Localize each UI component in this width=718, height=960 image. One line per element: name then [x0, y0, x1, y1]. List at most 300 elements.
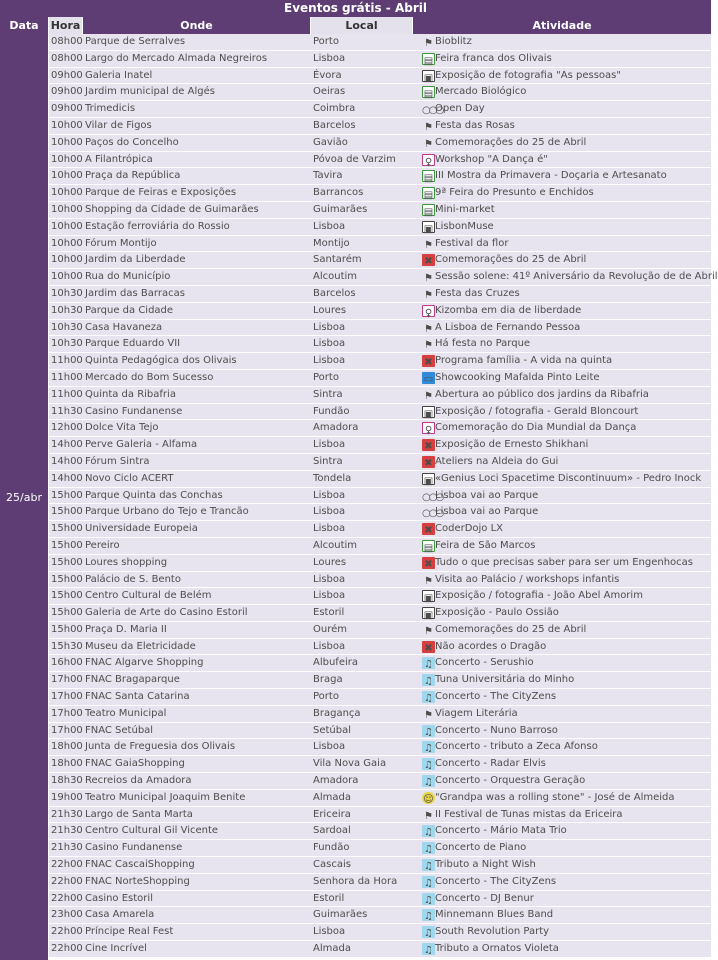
activity-icon-cell: [414, 219, 434, 235]
atividade-cell: Concerto - Nuno Barroso: [435, 724, 558, 736]
hora-cell: 15h00: [51, 556, 83, 568]
activity-icon-cell: [414, 269, 433, 285]
atividade-cell: Exposição de fotografia "As pessoas": [435, 69, 621, 81]
hora-cell: 21h30: [51, 825, 83, 837]
onde-cell: Parque de Serralves: [85, 36, 186, 47]
local-cell: Sardoal: [313, 825, 351, 837]
onde-cell: Quinta Pedagógica dos Olivais: [85, 355, 237, 367]
atividade-cell: Há festa no Parque: [435, 338, 531, 350]
atividade-cell: Festival da flor: [435, 237, 509, 249]
walking-person-icon: ⚑: [424, 709, 433, 721]
table-row: [49, 236, 711, 253]
table-row: [49, 269, 718, 286]
activity-icon-cell: [414, 874, 433, 890]
onde-cell: Trimedicis: [85, 103, 136, 115]
hora-cell: 18h30: [51, 775, 83, 787]
hora-cell: 15h30: [51, 640, 83, 652]
atividade-cell: Showcooking Mafalda Pinto Leite: [435, 371, 600, 383]
onde-cell: FNAC NorteShopping: [85, 875, 190, 887]
onde-cell: Galeria Inatel: [85, 69, 153, 81]
table-row: [49, 185, 711, 202]
activity-icon-cell: [414, 639, 433, 655]
music-note-icon: ♫: [422, 674, 435, 686]
onde-cell: FNAC Santa Catarina: [85, 691, 190, 703]
onde-cell: Dolce Vita Tejo: [85, 422, 159, 434]
header-hora: Hora: [49, 17, 83, 34]
onde-cell: Loures shopping: [85, 556, 168, 568]
local-cell: Lisboa: [313, 220, 346, 232]
family-icon: ✖: [422, 456, 435, 468]
table-row: [49, 387, 711, 404]
atividade-cell: Bioblitz: [435, 36, 472, 47]
atividade-cell: Tudo o que precisas saber para ser um Engenhocas: [435, 556, 693, 568]
onde-cell: Centro Cultural de Belém: [85, 590, 212, 602]
activity-icon-cell: [414, 790, 434, 806]
atividade-cell: Tributo a Ornatos Violeta: [435, 943, 559, 955]
activity-icon-cell: [414, 588, 434, 605]
local-cell: Sintra: [313, 455, 343, 467]
local-cell: Alcoutim: [313, 271, 358, 283]
hora-cell: 15h00: [51, 623, 83, 635]
activity-icon-cell: [414, 84, 434, 101]
hora-cell: 14h00: [51, 455, 83, 467]
walking-person-icon: ⚑: [424, 273, 433, 285]
events-table-body: [49, 34, 718, 958]
hora-cell: 09h00: [51, 103, 83, 115]
hora-cell: 15h00: [51, 523, 83, 535]
hora-cell: 22h00: [51, 875, 83, 887]
onde-cell: A Filantrópica: [85, 153, 153, 165]
table-row: [49, 840, 711, 857]
activity-icon-cell: [414, 437, 433, 453]
music-note-icon: ♫: [422, 741, 435, 753]
atividade-cell: Lisboa vai ao Parque: [435, 506, 539, 518]
local-cell: Tavira: [313, 170, 343, 182]
activity-icon-cell: [414, 152, 433, 168]
hora-cell: 10h30: [51, 304, 83, 316]
music-note-icon: ♫: [422, 859, 435, 871]
atividade-cell: Comemorações do 25 de Abril: [435, 623, 587, 635]
walking-person-icon: ⚑: [424, 625, 433, 637]
hora-cell: 10h30: [51, 338, 83, 350]
onde-cell: Perve Galeria - Alfama: [85, 439, 198, 451]
activity-icon-cell: [414, 572, 433, 588]
onde-cell: Jardim municipal de Algés: [85, 86, 215, 98]
atividade-cell: Exposição / fotografia - João Abel Amorim: [435, 590, 643, 602]
activity-icon-cell: [414, 202, 434, 218]
activity-icon-cell: [414, 857, 433, 873]
local-cell: Lisboa: [313, 355, 346, 367]
onde-cell: Recreios da Amadora: [85, 775, 192, 787]
onde-cell: Praça da República: [85, 170, 181, 182]
dancer-icon: ♀: [422, 422, 435, 434]
atividade-cell: Comemoração do Dia Mundial da Dança: [435, 422, 637, 434]
onde-cell: Mercado do Bom Sucesso: [85, 371, 214, 383]
activity-icon-cell: [414, 605, 434, 622]
local-cell: Amadora: [313, 422, 359, 434]
table-row: [49, 370, 711, 387]
local-cell: Lisboa: [313, 590, 346, 602]
family-icon: ✖: [422, 523, 435, 535]
activity-icon-cell: [414, 118, 433, 134]
local-cell: Amadora: [313, 775, 359, 787]
onde-cell: Shopping da Cidade de Guimarães: [85, 203, 259, 215]
photo-exhibition-icon: ▣: [422, 590, 435, 602]
atividade-cell: Concerto - DJ Benur: [435, 892, 534, 904]
table-row: [49, 605, 711, 622]
atividade-cell: Concerto - tributo a Zeca Afonso: [435, 741, 598, 753]
market-stall-icon: ▤: [422, 86, 435, 98]
market-stall-icon: ▤: [422, 204, 435, 216]
local-cell: Porto: [313, 36, 339, 47]
table-row: [49, 420, 711, 437]
atividade-cell: Festa das Cruzes: [435, 287, 520, 299]
table-row: [49, 101, 711, 118]
hora-cell: 21h30: [51, 842, 83, 854]
hora-cell: 09h00: [51, 69, 83, 81]
activity-icon-cell: [414, 320, 433, 336]
activity-icon-cell: [414, 387, 433, 403]
atividade-cell: Minnemann Blues Band: [435, 909, 554, 921]
activity-icon-cell: [414, 555, 433, 571]
activity-icon-cell: [414, 723, 433, 739]
table-row: [49, 454, 711, 471]
table-row: [49, 924, 711, 941]
local-cell: Sintra: [313, 388, 343, 400]
atividade-cell: Tributo a Night Wish: [435, 859, 536, 871]
atividade-cell: A Lisboa de Fernando Pessoa: [435, 321, 581, 333]
sheet-title: Eventos grátis - Abril: [0, 0, 711, 17]
family-icon: ✖: [422, 355, 435, 367]
activity-icon-cell: [414, 504, 443, 520]
atividade-cell: Lisboa vai ao Parque: [435, 489, 539, 501]
atividade-cell: Comemorações do 25 de Abril: [435, 136, 587, 148]
onde-cell: Praça D. Maria II: [85, 623, 167, 635]
activity-icon-cell: [414, 34, 433, 50]
activity-icon-cell: [414, 521, 433, 537]
onde-cell: Casa Havaneza: [85, 321, 163, 333]
local-cell: Loures: [313, 556, 347, 568]
atividade-cell: Programa família - A vida na quinta: [435, 355, 613, 367]
onde-cell: Casino Fundanense: [85, 842, 183, 854]
activity-icon-cell: [414, 756, 433, 772]
local-cell: Estoril: [313, 892, 345, 904]
music-note-icon: ♫: [422, 926, 435, 938]
table-row: [49, 756, 711, 773]
local-cell: Fundão: [313, 405, 350, 417]
activity-icon-cell: [414, 252, 433, 268]
local-cell: Ericeira: [313, 808, 351, 820]
table-row: [49, 471, 711, 488]
local-cell: Vila Nova Gaia: [313, 758, 387, 770]
music-note-icon: ♫: [422, 775, 435, 787]
olympic-rings-icon: ○○○: [422, 105, 443, 117]
atividade-cell: Exposição de Ernesto Shikhani: [435, 439, 589, 451]
onde-cell: Parque Eduardo VII: [85, 338, 181, 350]
atividade-cell: Festa das Rosas: [435, 119, 515, 131]
hora-cell: 22h00: [51, 943, 83, 955]
local-cell: Almada: [313, 791, 351, 803]
activity-icon-cell: [414, 370, 434, 386]
activity-icon-cell: [414, 236, 433, 252]
local-cell: Montijo: [313, 237, 350, 249]
atividade-cell: 9ª Feira do Presunto e Enchidos: [435, 187, 594, 199]
table-row: [49, 286, 711, 303]
hora-cell: 19h00: [51, 791, 83, 803]
local-cell: Santarém: [313, 254, 362, 266]
music-note-icon: ♫: [422, 893, 435, 905]
hora-cell: 17h00: [51, 691, 83, 703]
onde-cell: FNAC CascaiShopping: [85, 859, 195, 871]
table-row: [49, 336, 711, 353]
header-atividade: Atividade: [413, 17, 711, 34]
local-cell: Braga: [313, 674, 343, 686]
atividade-cell: III Mostra da Primavera - Doçaria e Artesanato: [435, 170, 667, 182]
atividade-cell: Kizomba em dia de liberdade: [435, 304, 582, 316]
table-row: [49, 34, 711, 51]
local-cell: Lisboa: [313, 321, 346, 333]
table-row: [49, 857, 711, 874]
header-data: Data: [0, 17, 49, 34]
hora-cell: 14h00: [51, 472, 83, 484]
table-row: [49, 488, 711, 505]
local-cell: Guimarães: [313, 203, 368, 215]
table-row: [49, 118, 711, 135]
onde-cell: Quinta da Ribafria: [85, 388, 176, 400]
hora-cell: 10h00: [51, 119, 83, 131]
table-row: [49, 168, 711, 185]
atividade-cell: Feira de São Marcos: [435, 539, 536, 551]
music-note-icon: ♫: [422, 825, 435, 837]
atividade-cell: Concerto - Orquestra Geração: [435, 775, 586, 787]
local-cell: Lisboa: [313, 338, 346, 350]
table-row: [49, 51, 711, 68]
photo-exhibition-icon: ▣: [422, 473, 435, 485]
hora-cell: 22h00: [51, 926, 83, 938]
walking-person-icon: ⚑: [424, 289, 433, 301]
onde-cell: Fórum Montijo: [85, 237, 157, 249]
onde-cell: FNAC Bragaparque: [85, 674, 180, 686]
activity-icon-cell: [414, 840, 433, 856]
atividade-cell: Não acordes o Dragão: [435, 640, 547, 652]
hora-cell: 17h00: [51, 674, 83, 686]
hora-cell: 11h30: [51, 405, 83, 417]
hora-cell: 15h00: [51, 506, 83, 518]
onde-cell: Cine Incrível: [85, 943, 147, 955]
onde-cell: Fórum Sintra: [85, 455, 150, 467]
table-row: [49, 404, 711, 421]
hora-cell: 08h00: [51, 36, 83, 47]
theatre-mask-icon: ☺: [423, 793, 434, 805]
table-row: [49, 655, 711, 672]
activity-icon-cell: [414, 454, 433, 470]
onde-cell: Parque da Cidade: [85, 304, 174, 316]
hora-cell: 10h30: [51, 321, 83, 333]
onde-cell: Jardim das Barracas: [85, 287, 185, 299]
activity-icon-cell: [414, 739, 433, 755]
table-row: [49, 672, 711, 689]
family-icon: ✖: [422, 254, 435, 266]
music-note-icon: ♫: [422, 725, 435, 737]
hora-cell: 22h00: [51, 892, 83, 904]
local-cell: Lisboa: [313, 52, 346, 64]
walking-person-icon: ⚑: [424, 138, 433, 150]
onde-cell: Vilar de Figos: [85, 119, 152, 131]
atividade-cell: «Genius Loci Spacetime Discontinuum» - Pedro Inock: [435, 472, 702, 484]
cooking-screen-icon: ▭: [423, 373, 434, 385]
activity-icon-cell: [414, 941, 433, 957]
onde-cell: Teatro Municipal: [85, 707, 167, 719]
hora-cell: 08h00: [51, 52, 83, 64]
atividade-cell: Sessão solene: 41º Aniversário da Revolução de de Abril: [435, 271, 718, 283]
activity-icon-cell: [414, 471, 434, 487]
header-onde: Onde: [83, 17, 311, 34]
photo-exhibition-icon: ▣: [422, 607, 435, 619]
walking-person-icon: ⚑: [424, 121, 433, 133]
hora-cell: 11h00: [51, 388, 83, 400]
onde-cell: FNAC Setúbal: [85, 724, 154, 736]
local-cell: Cascais: [313, 859, 351, 871]
onde-cell: FNAC GaiaShopping: [85, 758, 185, 770]
local-cell: Alcoutim: [313, 539, 358, 551]
local-cell: Guimarães: [313, 909, 368, 921]
music-note-icon: ♫: [422, 876, 435, 888]
atividade-cell: Tuna Universitária do Minho: [435, 674, 575, 686]
hora-cell: 21h30: [51, 808, 83, 820]
market-stall-icon: ▤: [422, 170, 435, 182]
hora-cell: 15h00: [51, 573, 83, 585]
table-row: [49, 622, 711, 639]
hora-cell: 10h00: [51, 153, 83, 165]
hora-cell: 10h00: [51, 220, 83, 232]
onde-cell: Estação ferroviária do Rossio: [85, 220, 230, 232]
walking-person-icon: ⚑: [424, 575, 433, 587]
atividade-cell: Concerto - Radar Elvis: [435, 758, 546, 770]
onde-cell: Paços do Concelho: [85, 136, 179, 148]
activity-icon-cell: [414, 185, 434, 202]
local-cell: Lisboa: [313, 523, 346, 535]
atividade-cell: Abertura ao público dos jardins da Ribafria: [435, 388, 649, 400]
local-cell: Lisboa: [313, 926, 346, 938]
walking-person-icon: ⚑: [424, 390, 433, 402]
table-row: [49, 723, 711, 740]
dancer-icon: ♀: [422, 305, 435, 317]
table-row: [49, 202, 711, 219]
table-row: [49, 538, 711, 555]
local-cell: Estoril: [313, 607, 345, 619]
market-stall-icon: ▤: [422, 540, 435, 552]
local-cell: Almada: [313, 943, 351, 955]
table-row: [49, 252, 711, 269]
local-cell: Porto: [313, 691, 339, 703]
atividade-cell: Comemorações do 25 de Abril: [435, 254, 587, 266]
table-row: [49, 891, 711, 908]
dancer-icon: ♀: [422, 154, 435, 166]
hora-cell: 11h00: [51, 355, 83, 367]
music-note-icon: ♫: [422, 691, 435, 703]
activity-icon-cell: [414, 891, 433, 907]
family-icon: ✖: [422, 641, 435, 653]
table-row: [49, 706, 711, 723]
olympic-rings-icon: ○○○: [422, 508, 443, 520]
local-cell: Barcelos: [313, 287, 356, 299]
local-cell: Évora: [313, 69, 342, 81]
walking-person-icon: ⚑: [424, 810, 433, 822]
table-row: [49, 504, 711, 521]
table-row: [49, 572, 711, 589]
activity-icon-cell: [414, 135, 433, 151]
table-row: [49, 353, 711, 370]
table-row: [49, 555, 711, 572]
table-row: [49, 739, 711, 756]
table-row: [49, 941, 711, 958]
activity-icon-cell: [414, 689, 433, 705]
local-cell: Fundão: [313, 842, 350, 854]
activity-icon-cell: [414, 807, 433, 823]
atividade-cell: Exposição / fotografia - Gerald Bloncourt: [435, 405, 639, 417]
hora-cell: 09h00: [51, 86, 83, 98]
table-row: [49, 135, 711, 152]
table-row: [49, 639, 711, 656]
atividade-cell: Exposição - Paulo Ossião: [435, 607, 559, 619]
hora-cell: 15h00: [51, 539, 83, 551]
local-cell: Porto: [313, 371, 339, 383]
atividade-cell: LisbonMuse: [435, 220, 494, 232]
music-note-icon: ♫: [422, 909, 435, 921]
hora-cell: 10h00: [51, 187, 83, 199]
photo-exhibition-icon: ▣: [422, 406, 435, 418]
family-icon: ✖: [422, 557, 435, 569]
activity-icon-cell: [414, 353, 433, 369]
local-cell: Lisboa: [313, 506, 346, 518]
table-row: [49, 437, 711, 454]
activity-icon-cell: [414, 823, 433, 839]
activity-icon-cell: [414, 303, 433, 319]
hora-cell: 12h00: [51, 422, 83, 434]
table-row: [49, 84, 711, 101]
activity-icon-cell: [414, 420, 433, 437]
market-stall-icon: ▤: [422, 187, 435, 199]
walking-person-icon: ⚑: [424, 340, 433, 352]
atividade-cell: South Revolution Party: [435, 926, 550, 938]
activity-icon-cell: [414, 336, 433, 352]
onde-cell: FNAC Algarve Shopping: [85, 657, 204, 669]
atividade-cell: II Festival de Tunas mistas da Ericeira: [435, 808, 623, 820]
activity-icon-cell: [414, 706, 433, 722]
atividade-cell: Mercado Biológico: [435, 86, 527, 98]
onde-cell: Largo do Mercado Almada Negreiros: [85, 52, 268, 64]
table-row: [49, 68, 711, 85]
activity-icon-cell: [414, 622, 433, 638]
table-row: [49, 521, 711, 538]
onde-cell: Centro Cultural Gil Vicente: [85, 825, 219, 837]
onde-cell: Novo Ciclo ACERT: [85, 472, 174, 484]
onde-cell: Parque Urbano do Tejo e Trancão: [85, 506, 249, 518]
activity-icon-cell: [414, 773, 433, 789]
activity-icon-cell: [414, 68, 434, 84]
local-cell: Lisboa: [313, 741, 346, 753]
hora-cell: 10h30: [51, 287, 83, 299]
onde-cell: Príncipe Real Fest: [85, 926, 174, 938]
local-cell: Barrancos: [313, 187, 364, 199]
onde-cell: Pereiro: [85, 539, 120, 551]
hora-cell: 10h00: [51, 254, 83, 266]
atividade-cell: "Grandpa was a rolling stone" - José de Almeida: [435, 791, 675, 803]
onde-cell: Casino Estoril: [85, 892, 153, 904]
activity-icon-cell: [414, 51, 434, 67]
table-row: [49, 320, 711, 337]
activity-icon-cell: [414, 655, 433, 671]
